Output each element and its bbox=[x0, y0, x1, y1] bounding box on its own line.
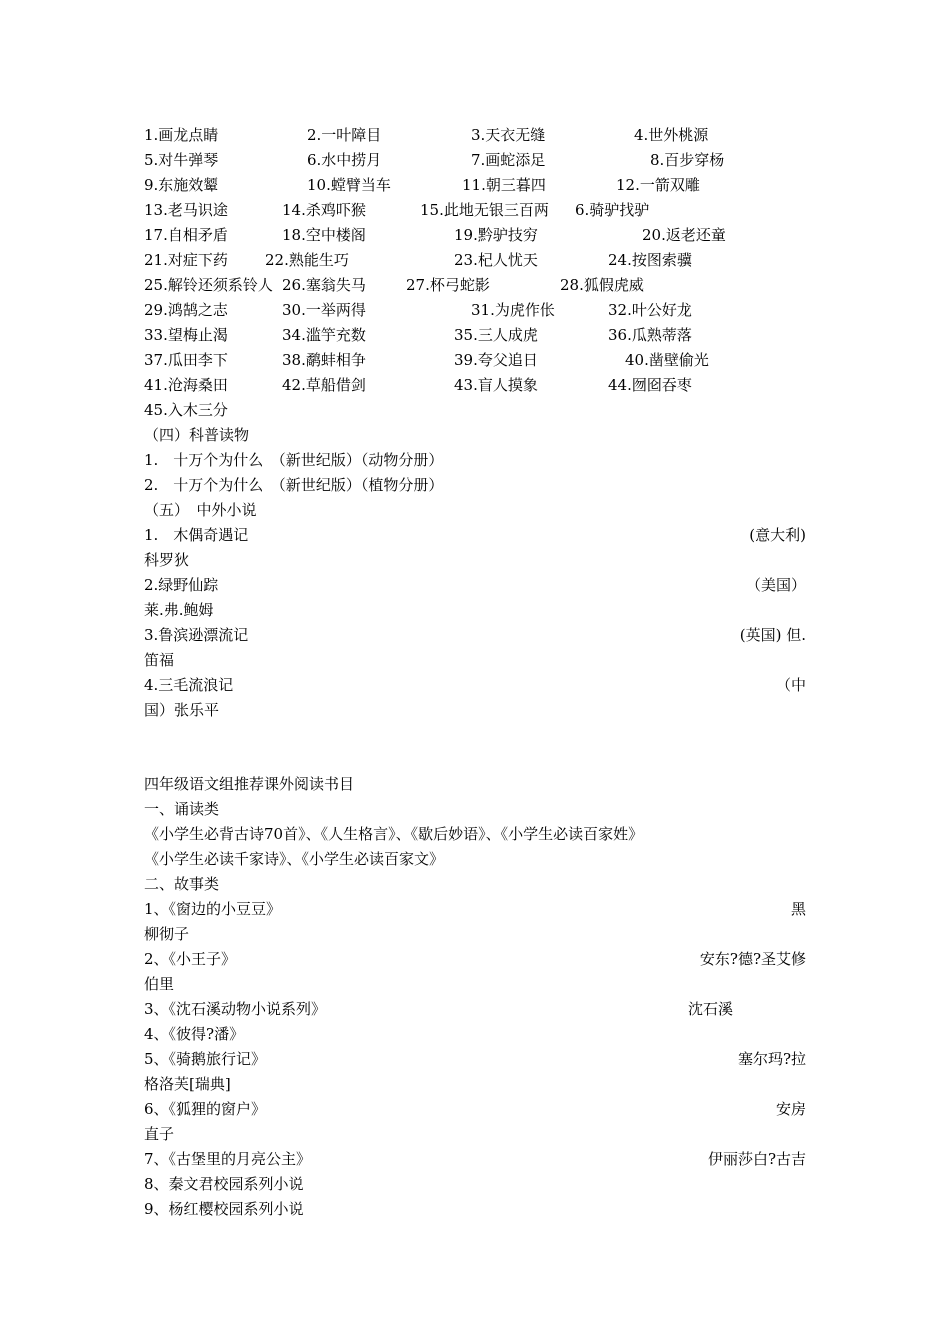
idiom-item: 45.入木三分 bbox=[144, 401, 228, 419]
idiom-row bbox=[144, 198, 806, 223]
list-item bbox=[144, 1022, 806, 1047]
idiom-row bbox=[144, 348, 806, 373]
list-item bbox=[144, 1097, 806, 1122]
book-title: 4.三毛流浪记 bbox=[144, 676, 234, 694]
book-author: 直子 bbox=[144, 1125, 175, 1143]
idiom-item: 42.草船借剑 bbox=[282, 376, 366, 394]
idiom-item: 23.杞人忧天 bbox=[454, 251, 538, 269]
book-author: 安东?德?圣艾修 bbox=[699, 950, 806, 968]
idiom-item: 7.画蛇添足 bbox=[471, 151, 546, 169]
idiom-row bbox=[144, 248, 806, 273]
idiom-row bbox=[144, 173, 806, 198]
list-item: 2. 十万个为什么 （新世纪版）（植物分册） bbox=[144, 476, 444, 494]
idiom-item: 26.塞翁失马 bbox=[282, 276, 366, 294]
idiom-item: 30.一举两得 bbox=[282, 301, 366, 319]
book-title: 1. 木偶奇遇记 bbox=[144, 526, 249, 544]
idiom-item: 17.自相矛盾 bbox=[144, 226, 228, 244]
idiom-item: 15.此地无银三百两 bbox=[420, 201, 549, 219]
book-author: 格洛芙[瑞典] bbox=[144, 1075, 231, 1093]
list-item bbox=[144, 1172, 806, 1197]
idiom-item: 3.天衣无缝 bbox=[471, 126, 546, 144]
book-title: 2、《小王子》 bbox=[144, 950, 237, 968]
book-title: 6、《狐狸的窗户》 bbox=[144, 1100, 267, 1118]
idiom-item: 41.沧海桑田 bbox=[144, 376, 228, 394]
idiom-item: 27.杯弓蛇影 bbox=[406, 276, 490, 294]
idiom-item: 34.滥竽充数 bbox=[282, 326, 366, 344]
list-item bbox=[144, 673, 806, 698]
idiom-item: 25.解铃还须系铃人 bbox=[144, 276, 273, 294]
page-title: 四年级语文组推荐课外阅读书目 bbox=[144, 775, 355, 793]
idiom-item: 11.朝三暮四 bbox=[462, 176, 546, 194]
idiom-item: 9.东施效颦 bbox=[144, 176, 219, 194]
book-origin: （美国） bbox=[745, 576, 806, 594]
idiom-row bbox=[144, 373, 806, 398]
idiom-row bbox=[144, 398, 806, 423]
list-item bbox=[144, 947, 806, 972]
book-title: 9、杨红樱校园系列小说 bbox=[144, 1200, 304, 1218]
book-title: 7、《古堡里的月亮公主》 bbox=[144, 1150, 312, 1168]
idiom-row bbox=[144, 298, 806, 323]
book-author: 塞尔玛?拉 bbox=[737, 1050, 806, 1068]
book-author: 笛福 bbox=[144, 651, 175, 669]
list-item bbox=[144, 997, 806, 1022]
idiom-row bbox=[144, 323, 806, 348]
idiom-item: 43.盲人摸象 bbox=[454, 376, 538, 394]
book-origin: （中 bbox=[775, 676, 806, 694]
book-author: 柳彻子 bbox=[144, 925, 190, 943]
idiom-row bbox=[144, 123, 806, 148]
list-item bbox=[144, 1147, 806, 1172]
section-heading-science: （四）科普读物 bbox=[144, 426, 250, 444]
book-author: 黑 bbox=[790, 900, 806, 918]
book-origin: (英国) 但. bbox=[739, 626, 806, 644]
list-item: 《小学生必读千家诗》、《小学生必读百家文》 bbox=[144, 850, 445, 868]
idiom-item: 6.水中捞月 bbox=[307, 151, 382, 169]
idiom-item: 10.螳臂当车 bbox=[307, 176, 391, 194]
idiom-item: 39.夸父追日 bbox=[454, 351, 538, 369]
idiom-item: 20.返老还童 bbox=[642, 226, 726, 244]
idiom-item: 4.世外桃源 bbox=[634, 126, 709, 144]
idiom-item: 2.一叶障目 bbox=[307, 126, 382, 144]
book-title: 5、《骑鹅旅行记》 bbox=[144, 1050, 267, 1068]
section-heading-novels: （五） 中外小说 bbox=[144, 501, 257, 519]
list-item bbox=[144, 623, 806, 648]
book-title: 4、《彼得?潘》 bbox=[144, 1025, 245, 1043]
book-author: 伯里 bbox=[144, 975, 175, 993]
idiom-item: 38.鹬蚌相争 bbox=[282, 351, 366, 369]
idiom-item: 35.三人成虎 bbox=[454, 326, 538, 344]
idiom-item: 29.鸿鹄之志 bbox=[144, 301, 228, 319]
book-author: 国）张乐平 bbox=[144, 701, 220, 719]
idiom-item: 24.按图索骥 bbox=[608, 251, 692, 269]
book-author: 安房 bbox=[775, 1100, 806, 1118]
section-heading-stories: 二、故事类 bbox=[144, 875, 220, 893]
idiom-item: 12.一箭双雕 bbox=[616, 176, 700, 194]
book-title: 3、《沈石溪动物小说系列》 bbox=[144, 1000, 327, 1018]
book-title: 8、秦文君校园系列小说 bbox=[144, 1175, 304, 1193]
idiom-row bbox=[144, 223, 806, 248]
list-item bbox=[144, 523, 806, 548]
idiom-item: 40.凿壁偷光 bbox=[625, 351, 709, 369]
idiom-item: 14.杀鸡吓猴 bbox=[282, 201, 366, 219]
list-item bbox=[144, 897, 806, 922]
book-author: 莱.弗.鲍姆 bbox=[144, 601, 214, 619]
idiom-item: 8.百步穿杨 bbox=[650, 151, 725, 169]
book-origin: (意大利) bbox=[749, 526, 806, 544]
idiom-row bbox=[144, 148, 806, 173]
idiom-row bbox=[144, 273, 806, 298]
list-item bbox=[144, 1047, 806, 1072]
section-heading-recite: 一、诵读类 bbox=[144, 800, 220, 818]
idiom-item: 36.瓜熟蒂落 bbox=[608, 326, 692, 344]
book-title: 3.鲁滨逊漂流记 bbox=[144, 626, 249, 644]
idiom-item: 18.空中楼阁 bbox=[282, 226, 366, 244]
idiom-item: 6.骑驴找驴 bbox=[575, 201, 650, 219]
list-item: 1. 十万个为什么 （新世纪版）（动物分册） bbox=[144, 451, 444, 469]
book-author: 伊丽莎白?古吉 bbox=[707, 1150, 806, 1168]
idiom-item: 5.对牛弹琴 bbox=[144, 151, 219, 169]
book-title: 1、《窗边的小豆豆》 bbox=[144, 900, 282, 918]
idiom-item: 37.瓜田李下 bbox=[144, 351, 228, 369]
book-title: 2.绿野仙踪 bbox=[144, 576, 219, 594]
book-author: 科罗狄 bbox=[144, 551, 190, 569]
idiom-item: 13.老马识途 bbox=[144, 201, 228, 219]
idiom-item: 1.画龙点睛 bbox=[144, 126, 219, 144]
idiom-item: 21.对症下药 bbox=[144, 251, 228, 269]
idiom-item: 22.熟能生巧 bbox=[265, 251, 349, 269]
idiom-item: 28.狐假虎威 bbox=[560, 276, 644, 294]
idiom-item: 33.望梅止渴 bbox=[144, 326, 228, 344]
idiom-item: 19.黔驴技穷 bbox=[454, 226, 538, 244]
idiom-item: 32.叶公好龙 bbox=[608, 301, 692, 319]
list-item bbox=[144, 573, 806, 598]
list-item: 《小学生必背古诗70首》、《人生格言》、《歇后妙语》、《小学生必读百家姓》 bbox=[144, 825, 644, 843]
list-item bbox=[144, 1197, 806, 1222]
idiom-item: 44.囫囵吞枣 bbox=[608, 376, 692, 394]
book-author: 沈石溪 bbox=[688, 1000, 734, 1018]
idiom-item: 31.为虎作伥 bbox=[471, 301, 555, 319]
